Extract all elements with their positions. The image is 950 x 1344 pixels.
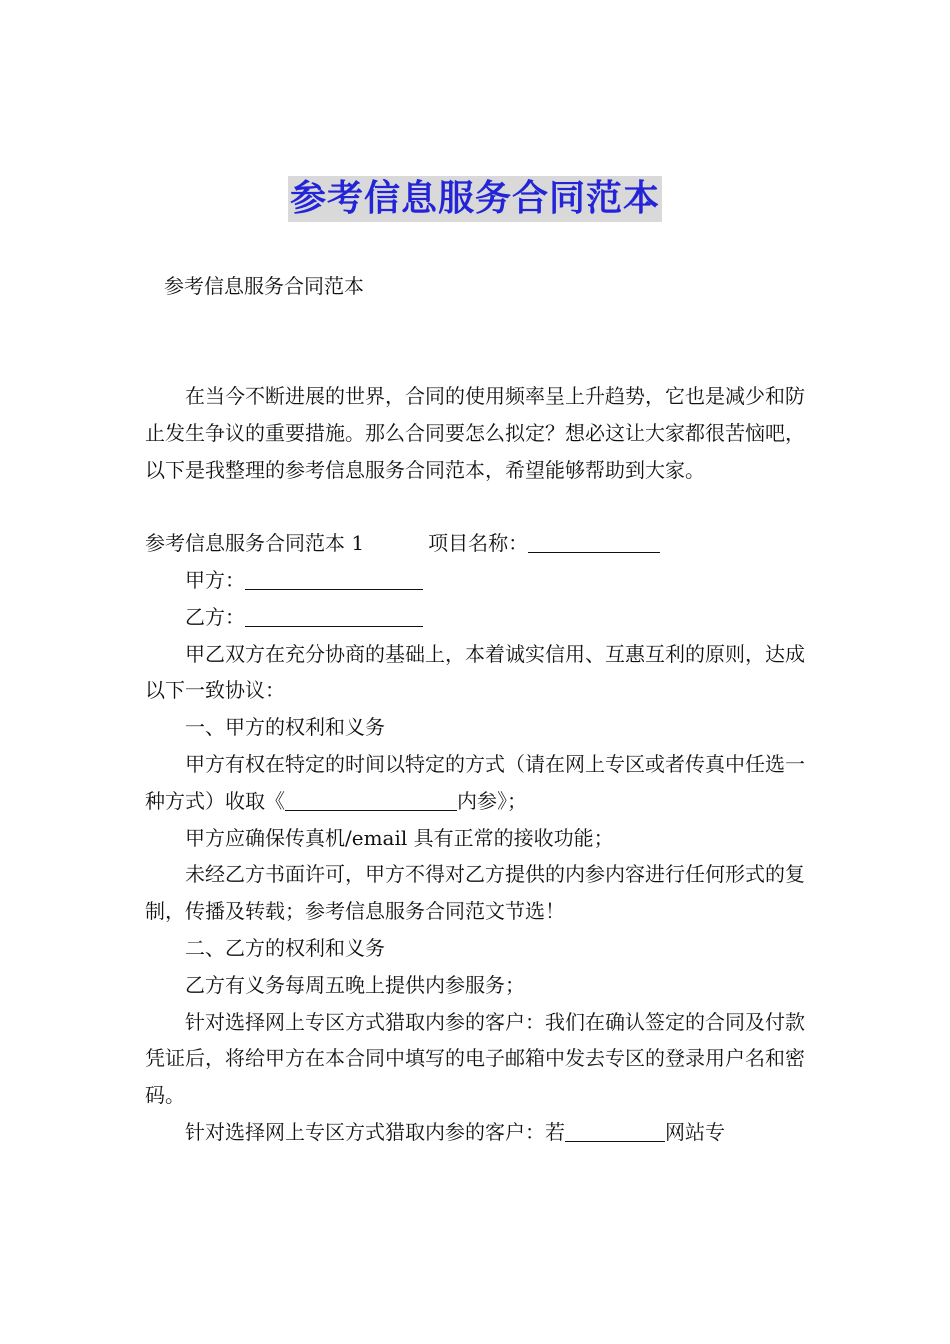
section-heading-line: [145, 525, 805, 562]
party-a-label: 甲方：: [185, 567, 245, 592]
party-b-blank: [245, 604, 423, 627]
agreement-intro: 甲乙双方在充分协商的基础上，本着诚实信用、互惠互利的原则，达成以下一致协议：: [145, 641, 805, 703]
part2-item2: 针对选择网上专区方式猎取内参的客户：我们在确认签定的合同及付款凭证后，将给甲方在本合同中填写的电子邮箱中发去专区的登录用户名和密码。: [145, 1009, 805, 1108]
project-name-blank: [528, 530, 660, 553]
title-block: [0, 176, 950, 222]
party-b-line: [145, 599, 805, 636]
project-name-label: 项目名称：: [428, 531, 529, 556]
part1-item2: 甲方应确保传真机/email 具有正常的接收功能；: [185, 825, 614, 850]
party-b-label: 乙方：: [185, 604, 245, 629]
document-body: [145, 378, 805, 1151]
part2-item3-text: 针对选择网上专区方式猎取内参的客户：若: [185, 1119, 565, 1144]
website-name-blank: [565, 1119, 665, 1142]
document-subtitle: 参考信息服务合同范本: [164, 274, 364, 298]
section-heading: 参考信息服务合同范本 1: [145, 531, 365, 556]
part1-item3: 未经乙方书面许可，甲方不得对乙方提供的内参内容进行任何形式的复制，传播及转载；参考信息服务合同范文节选！: [145, 862, 805, 924]
part2-item3-suffix: 网站专: [665, 1119, 725, 1144]
part1-item1-text: 甲方有权在特定的时间以特定的方式（请在网上专区或者传真中任选一种方式）收取《: [145, 751, 805, 813]
part2-item3: [145, 1114, 805, 1151]
party-a-blank: [245, 567, 423, 590]
document-title: 参考信息服务合同范本: [288, 176, 662, 222]
party-a-line: [145, 562, 805, 599]
part1-item1-suffix: 内参》；: [457, 788, 527, 813]
part1-heading: 一、甲方的权利和义务: [185, 715, 385, 740]
part2-heading: 二、乙方的权利和义务: [185, 935, 385, 960]
part1-item1: [145, 746, 805, 820]
part2-item1: 乙方有义务每周五晚上提供内参服务；: [185, 972, 525, 997]
newsletter-name-blank: [285, 788, 457, 811]
intro-paragraph: 在当今不断进展的世界，合同的使用频率呈上升趋势，它也是减少和防止发生争议的重要措施。那么合同要怎么拟定？想必这让大家都很苦恼吧，以下是我整理的参考信息服务合同范本，希望能够帮助到大家。: [145, 384, 805, 482]
